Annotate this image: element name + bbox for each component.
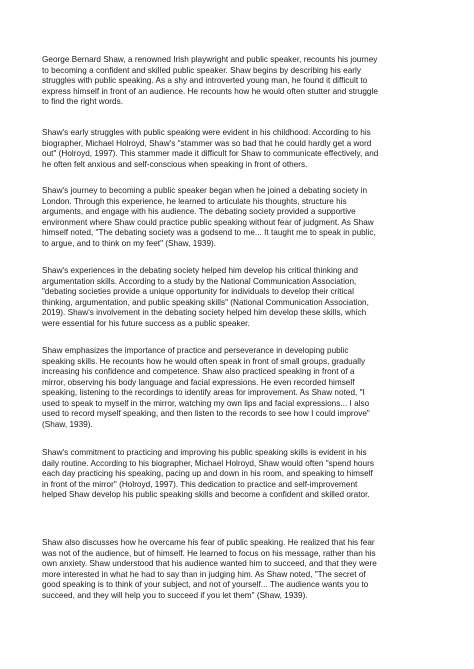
text-line: to find the right words. [42, 97, 124, 106]
text-line: Shaw's journey to becoming a public speaker began when he joined a debating society in [42, 186, 368, 195]
text-line: George Bernard Shaw, a renowned Irish playwright and public speaker, recounts his journey [42, 55, 378, 64]
text-line: argumentation skills. According to a study by the National Communication Association, [42, 276, 357, 286]
text-line: biographer, Michael Holroyd, Shaw's "stammer was so bad that he could hardly get a word [42, 138, 372, 148]
text-line: helped Shaw develop his public speaking skills and become a confident and skilled orator. [42, 490, 370, 499]
paragraph-critical-thinking [42, 266, 369, 329]
text-line: Shaw also discusses how he overcame his fear of public speaking. He realized that his fear [42, 538, 375, 547]
paragraph-debating-society [42, 186, 376, 249]
text-line: Shaw emphasizes the importance of practice and perseverance in developing public [42, 346, 349, 355]
text-line: Shaw's experiences in the debating society helped him develop his critical thinking and [42, 266, 358, 275]
text-line: own anxiety. Shaw understood that his audience wanted him to succeed, and that they were [42, 559, 377, 568]
text-line: (Shaw, 1939). [42, 419, 93, 429]
text-line: "debating societies provide a unique opportunity for individuals to develop their critical [42, 287, 354, 296]
text-line: thinking, argumentation, and public speaking skills" (National Communication Association, [42, 297, 369, 307]
paragraph-introduction [42, 55, 378, 108]
text-line: used to speak to myself in the mirror, watching my own lips and facial expressions... I also [42, 398, 370, 408]
text-line: express himself in front of an audience. He recounts how he would often stutter and struggle [42, 86, 378, 96]
text-line: daily routine. According to his biographer, Michael Holroyd, Shaw would often "spend hours [42, 458, 374, 468]
text-line: was not of the audience, but of himself. He learned to focus on his message, rather than his [42, 548, 376, 558]
text-line: speaking, listening to the recordings to identify areas for improvement. As Shaw noted, "I [42, 388, 365, 397]
text-line: succeed, and they will help you to succeed if you let them" (Shaw, 1939). [42, 590, 308, 600]
text-line: out" (Holroyd, 1997). This stammer made it difficult for Shaw to communicate effectively, and [42, 149, 379, 158]
text-line: he often felt anxious and self-conscious when speaking in front of others. [42, 159, 308, 169]
paragraph-practice-perseverance [42, 346, 370, 430]
text-line: environment where Shaw could practice public speaking without fear of judgment. As Shaw [42, 217, 374, 227]
text-line: good speaking is to think of your subject, and not of yourself... The audience wants you to [42, 580, 369, 589]
text-line: speaking skills. He recounts how he would often speak in front of small groups, gradually [42, 356, 366, 366]
paragraph-early-struggles [42, 128, 378, 170]
text-line: increasing his confidence and competence. Shaw also practiced speaking in front of a [42, 367, 355, 376]
text-line: struggles with public speaking. As a shy and introverted young man, he found it difficult to [42, 76, 368, 85]
text-line: mirror, observing his body language and facial expressions. He even recorded himself [42, 377, 355, 387]
text-line: in front of the mirror" (Holroyd, 1997). This dedication to practice and self-improvement [42, 479, 358, 489]
text-line: himself noted, "The debating society was a godsend to me... It taught me to speak in public, [42, 228, 376, 237]
text-line: to argue, and to think on my feet" (Shaw, 1939). [42, 238, 217, 248]
text-line: Shaw's commitment to practicing and improving his public speaking skills is evident in his [42, 448, 367, 457]
text-line: to becoming a confident and skilled public speaker. Shaw begins by describing his early [42, 65, 361, 75]
text-line: used to record myself speaking, and then listen to the records to see how I could improve" [42, 409, 370, 418]
paragraph-daily-routine [42, 448, 374, 501]
text-line: were essential for his future success as a public speaker. [42, 318, 250, 328]
text-line: each day practicing his speaking, pacing up and down in his room, and speaking to himself [42, 469, 373, 478]
text-line: 2019). Shaw's involvement in the debating society helped him develop these skills, which [42, 308, 367, 317]
text-line: Shaw's early struggles with public speaking were evident in his childhood. According to his [42, 128, 371, 137]
text-line: arguments, and engage with his audience. The debating society provided a supportive [42, 207, 356, 216]
text-line: London. Through this experience, he learned to articulate his thoughts, structure his [42, 196, 347, 206]
paragraph-overcoming-fear [42, 538, 377, 601]
text-line: more interested in what he had to say than in judging him. As Shaw noted, "The secret of [42, 569, 366, 579]
